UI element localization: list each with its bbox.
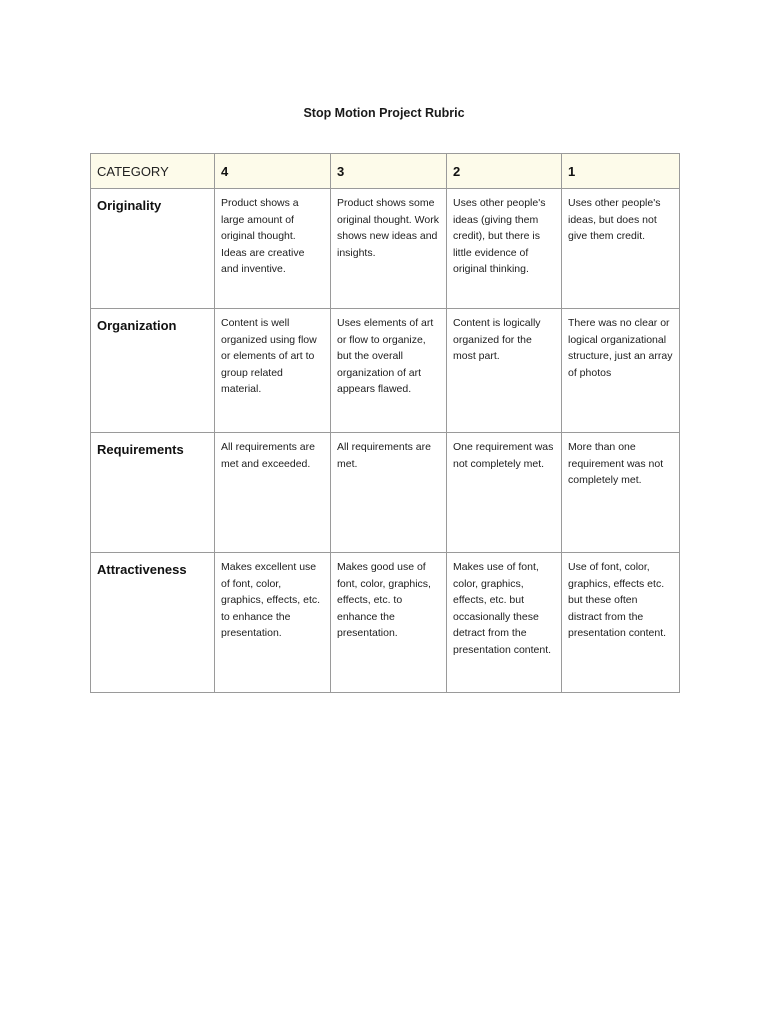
- table-cell: Uses other people's ideas, but does not give them credit.: [562, 189, 680, 309]
- row-category-requirements: Requirements: [91, 433, 215, 553]
- rubric-table: [90, 153, 680, 693]
- table-cell: Product shows some original thought. Work shows new ideas and insights.: [331, 189, 447, 309]
- table-row: [91, 189, 680, 309]
- table-cell: One requirement was not completely met.: [447, 433, 562, 553]
- table-cell: There was no clear or logical organizational structure, just an array of photos: [562, 309, 680, 433]
- table-cell: More than one requirement was not completely met.: [562, 433, 680, 553]
- table-cell: Uses elements of art or flow to organize, but the overall organization of art appears flawed.: [331, 309, 447, 433]
- page-title: Stop Motion Project Rubric: [303, 106, 465, 120]
- table-cell: Product shows a large amount of original thought. Ideas are creative and inventive.: [215, 189, 331, 309]
- table-cell: Makes use of font, color, graphics, effects, etc. but occasionally these detract from the presentation content.: [447, 553, 562, 693]
- header-score-4: 4: [215, 154, 331, 189]
- header-score-2: 2: [447, 154, 562, 189]
- table-cell: Uses other people's ideas (giving them credit), but there is little evidence of original thinking.: [447, 189, 562, 309]
- row-category-attractiveness: Attractiveness: [91, 553, 215, 693]
- table-row: [91, 553, 680, 693]
- header-score-3: 3: [331, 154, 447, 189]
- table-cell: Use of font, color, graphics, effects etc. but these often distract from the presentation content.: [562, 553, 680, 693]
- table-cell: All requirements are met.: [331, 433, 447, 553]
- table-cell: Content is logically organized for the most part.: [447, 309, 562, 433]
- table-cell: Content is well organized using flow or elements of art to group related material.: [215, 309, 331, 433]
- header-score-1: 1: [562, 154, 680, 189]
- table-header-row: [91, 154, 680, 189]
- row-category-organization: Organization: [91, 309, 215, 433]
- table-row: [91, 309, 680, 433]
- table-cell: All requirements are met and exceeded.: [215, 433, 331, 553]
- table-row: [91, 433, 680, 553]
- header-category: CATEGORY: [91, 154, 215, 189]
- table-cell: Makes good use of font, color, graphics, effects, etc. to enhance the presentation.: [331, 553, 447, 693]
- row-category-originality: Originality: [91, 189, 215, 309]
- table-cell: Makes excellent use of font, color, graphics, effects, etc. to enhance the presentation.: [215, 553, 331, 693]
